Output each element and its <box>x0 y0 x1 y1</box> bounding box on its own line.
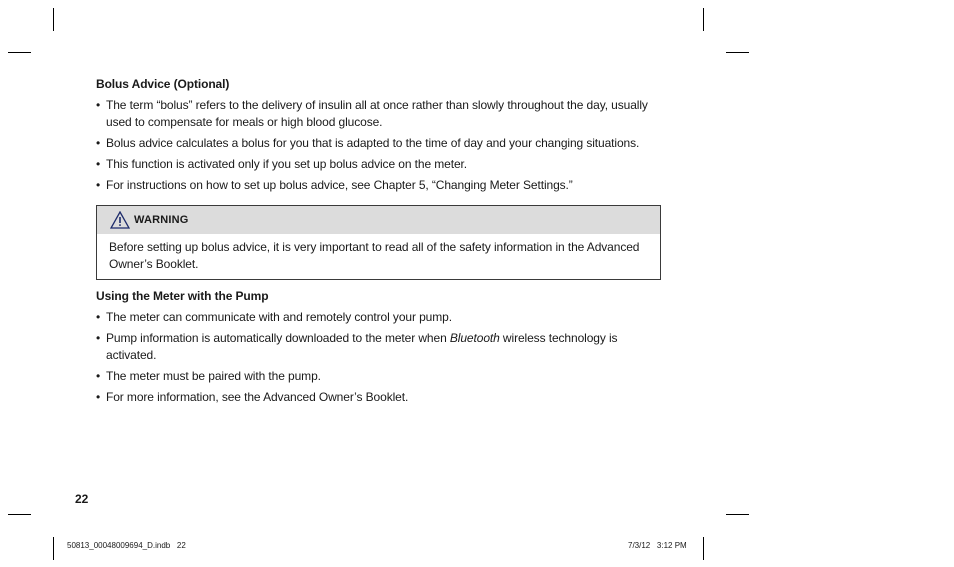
crop-mark-bottom-right-vertical <box>703 537 704 560</box>
crop-mark-bottom-left-horizontal <box>8 514 31 515</box>
meter-pump-list <box>96 309 661 406</box>
crop-mark-top-right-vertical <box>703 8 704 31</box>
page-content <box>96 76 661 410</box>
warning-header <box>97 206 660 234</box>
crop-mark-top-left-vertical <box>53 8 54 31</box>
list-item: • For instructions on how to set up bolus advice, see Chapter 5, “Changing Meter Settings.” <box>96 177 661 194</box>
page-number: 22 <box>75 492 89 506</box>
warning-box <box>96 205 661 280</box>
crop-mark-top-left-horizontal <box>8 52 31 53</box>
bluetooth-term: Bluetooth <box>449 331 500 345</box>
crop-mark-bottom-left-vertical <box>53 537 54 560</box>
list-item: • The meter must be paired with the pump. <box>96 368 661 385</box>
list-item-text-end: wireless technology is activated. <box>106 331 618 362</box>
print-slug-timestamp: 7/3/12 3:12 PM <box>628 541 687 550</box>
list-item: • For more information, see the Advanced Owner’s Booklet. <box>96 389 661 406</box>
list-item: • Bolus advice calculates a bolus for you that is adapted to the time of day and your changing situations. <box>96 135 661 152</box>
bolus-advice-list <box>96 97 661 194</box>
list-item: • This function is activated only if you set up bolus advice on the meter. <box>96 156 661 173</box>
print-slug-filename: 50813_00048009694_D.indb 22 <box>67 541 186 550</box>
section-heading-bolus-advice: Bolus Advice (Optional) <box>96 77 230 91</box>
warning-title: WARNING <box>134 213 189 226</box>
list-item: • The term “bolus” refers to the delivery of insulin all at once rather than slowly throughout the day, usually used to compensate for meals or high blood glucose. <box>96 97 661 131</box>
warning-text: Before setting up bolus advice, it is very important to read all of the safety information in the Advanced Owner’s Booklet. <box>109 240 640 271</box>
crop-mark-bottom-right-horizontal <box>726 514 749 515</box>
crop-mark-top-right-horizontal <box>726 52 749 53</box>
section-heading-meter-pump: Using the Meter with the Pump <box>96 289 269 303</box>
list-item: • The meter can communicate with and remotely control your pump. <box>96 309 661 326</box>
warning-triangle-icon <box>110 211 130 229</box>
list-item-text-start: Pump information is automatically downloaded to the meter when <box>106 331 450 345</box>
list-item <box>96 330 661 364</box>
